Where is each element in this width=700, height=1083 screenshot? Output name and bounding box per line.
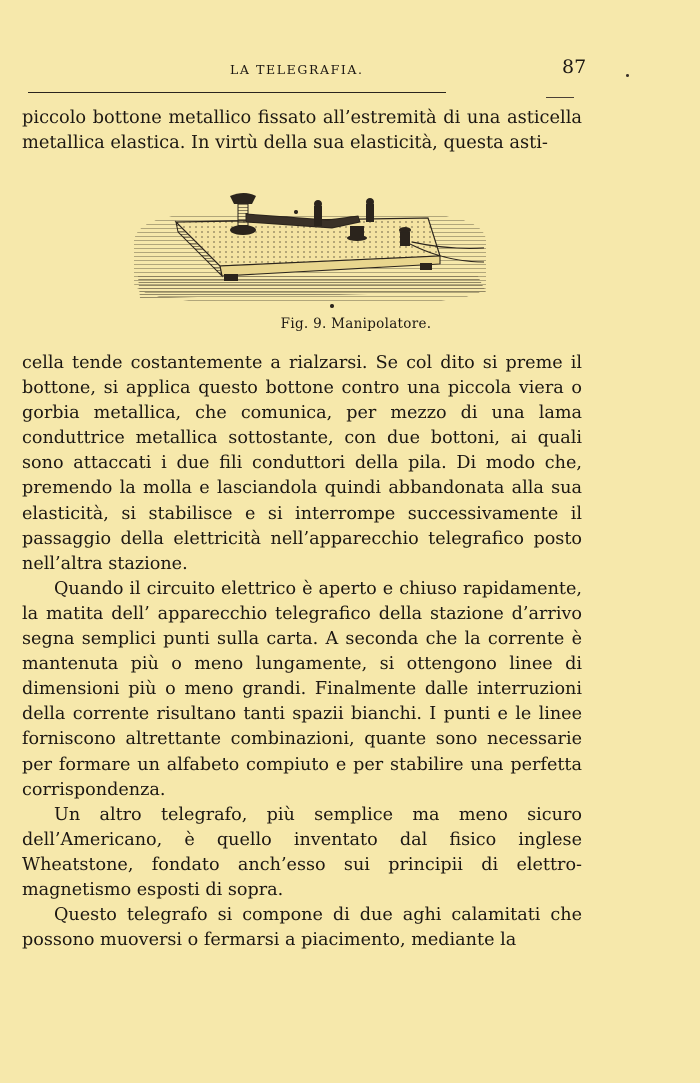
running-title: LA TELEGRAFIA.: [230, 62, 364, 77]
paragraph: Quando il circuito elettrico è aperto e chiuso rapidamente, la matita dell’ apparecchio telegrafico della stazione d’arrivo segna semplici punti sulla carta. A seconda che la corrente è mantenuta più o meno lungamente, si ottengono linee di dimensioni più o meno grandi. Finalmente dalle interruzioni della corrente risultano tanti spazii bianchi. I punti e le linee forniscono altrettante combinazioni, quante sono necessarie per formare un alfabeto compiuto e per stabilire una perfetta corrispondenza.: [22, 578, 582, 800]
paragraph-continued: piccolo bottone metallico fissato all’estremità di una asticella metallica elastica. In virtù della sua elasticità, questa asti-: [22, 107, 582, 154]
paragraph: cella tende costantemente a rialzarsi. Se col dito si preme il bottone, si applica questo bottone contro una piccola viera o gorbia metallica, che comunica, per mezzo di una lama conduttrice metallica sottostante, con due bottoni, ai quali sono attaccati i due fili conduttori della pila. Di modo che, premendo la molla e lasciandola quindi abbandonata alla sua elasticità, si stabilisce e si interrompe successivamente il passaggio della elettricità nell’apparecchio telegrafico posto nell’altra stazione.: [22, 353, 582, 574]
header-rule: [28, 92, 446, 93]
page-number: 87: [562, 56, 587, 78]
text-top: [22, 105, 582, 155]
figure-caption-text: Fig. 9. Manipolatore.: [280, 316, 432, 332]
manipolatore-engraving: [128, 180, 490, 308]
header-rule-short: [546, 97, 574, 98]
ink-speck: [626, 74, 629, 77]
figure-caption: [0, 316, 700, 332]
paragraph: Questo telegrafo si compone di due aghi calamitati che possono muoversi o fermarsi a piacimento, mediante la: [22, 905, 582, 951]
paragraph: Un altro telegrafo, più semplice ma meno sicuro dell’Americano, è quello inventato dal fisico inglese Wheatstone, fondato anch’esso sui principii di elettro-magnetismo esposti di sopra.: [22, 804, 582, 900]
text-body: [22, 351, 582, 953]
